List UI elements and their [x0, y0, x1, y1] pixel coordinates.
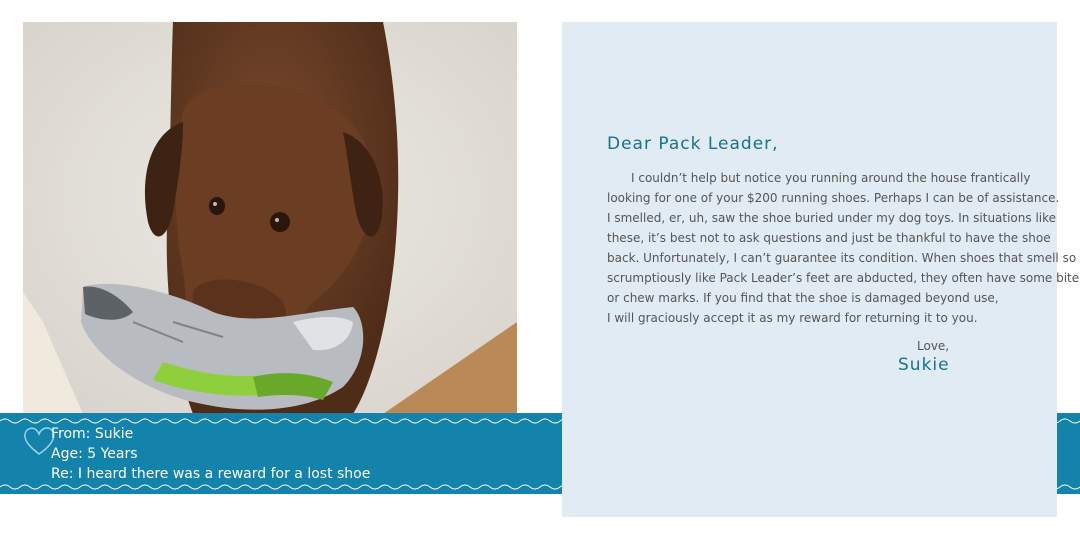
info-from: From: Sukie	[51, 426, 134, 442]
letter-greeting: Dear Pack Leader,	[607, 134, 779, 154]
letter-body	[607, 168, 1080, 328]
letter-line: scrumptiously like Pack Leader’s feet are abducted, they often have some bite	[607, 271, 1080, 285]
dog-photo	[23, 22, 517, 414]
letter-panel	[562, 22, 1080, 517]
letter-line: I will graciously accept it as my reward for returning it to you.	[607, 311, 978, 325]
info-re: Re: I heard there was a reward for a lost shoe	[51, 466, 371, 482]
letter-line: these, it’s best not to ask questions and just be thankful to have the shoe	[607, 231, 1051, 245]
letter-info	[51, 424, 370, 484]
dog-photo-illustration	[23, 22, 517, 414]
letter-line: I smelled, er, uh, saw the shoe buried under my dog toys. In situations like	[607, 211, 1057, 225]
letter-line: I couldn’t help but notice you running around the house frantically	[631, 171, 1031, 185]
letter-line: back. Unfortunately, I can’t guarantee its condition. When shoes that smell so	[607, 251, 1077, 265]
info-age: Age: 5 Years	[51, 446, 138, 462]
letter-signature: Sukie	[898, 355, 950, 375]
letter-line: looking for one of your $200 running shoes. Perhaps I can be of assistance.	[607, 191, 1060, 205]
letter-closing: Love,	[917, 339, 950, 353]
letter-line: or chew marks. If you find that the shoe is damaged beyond use,	[607, 291, 999, 305]
